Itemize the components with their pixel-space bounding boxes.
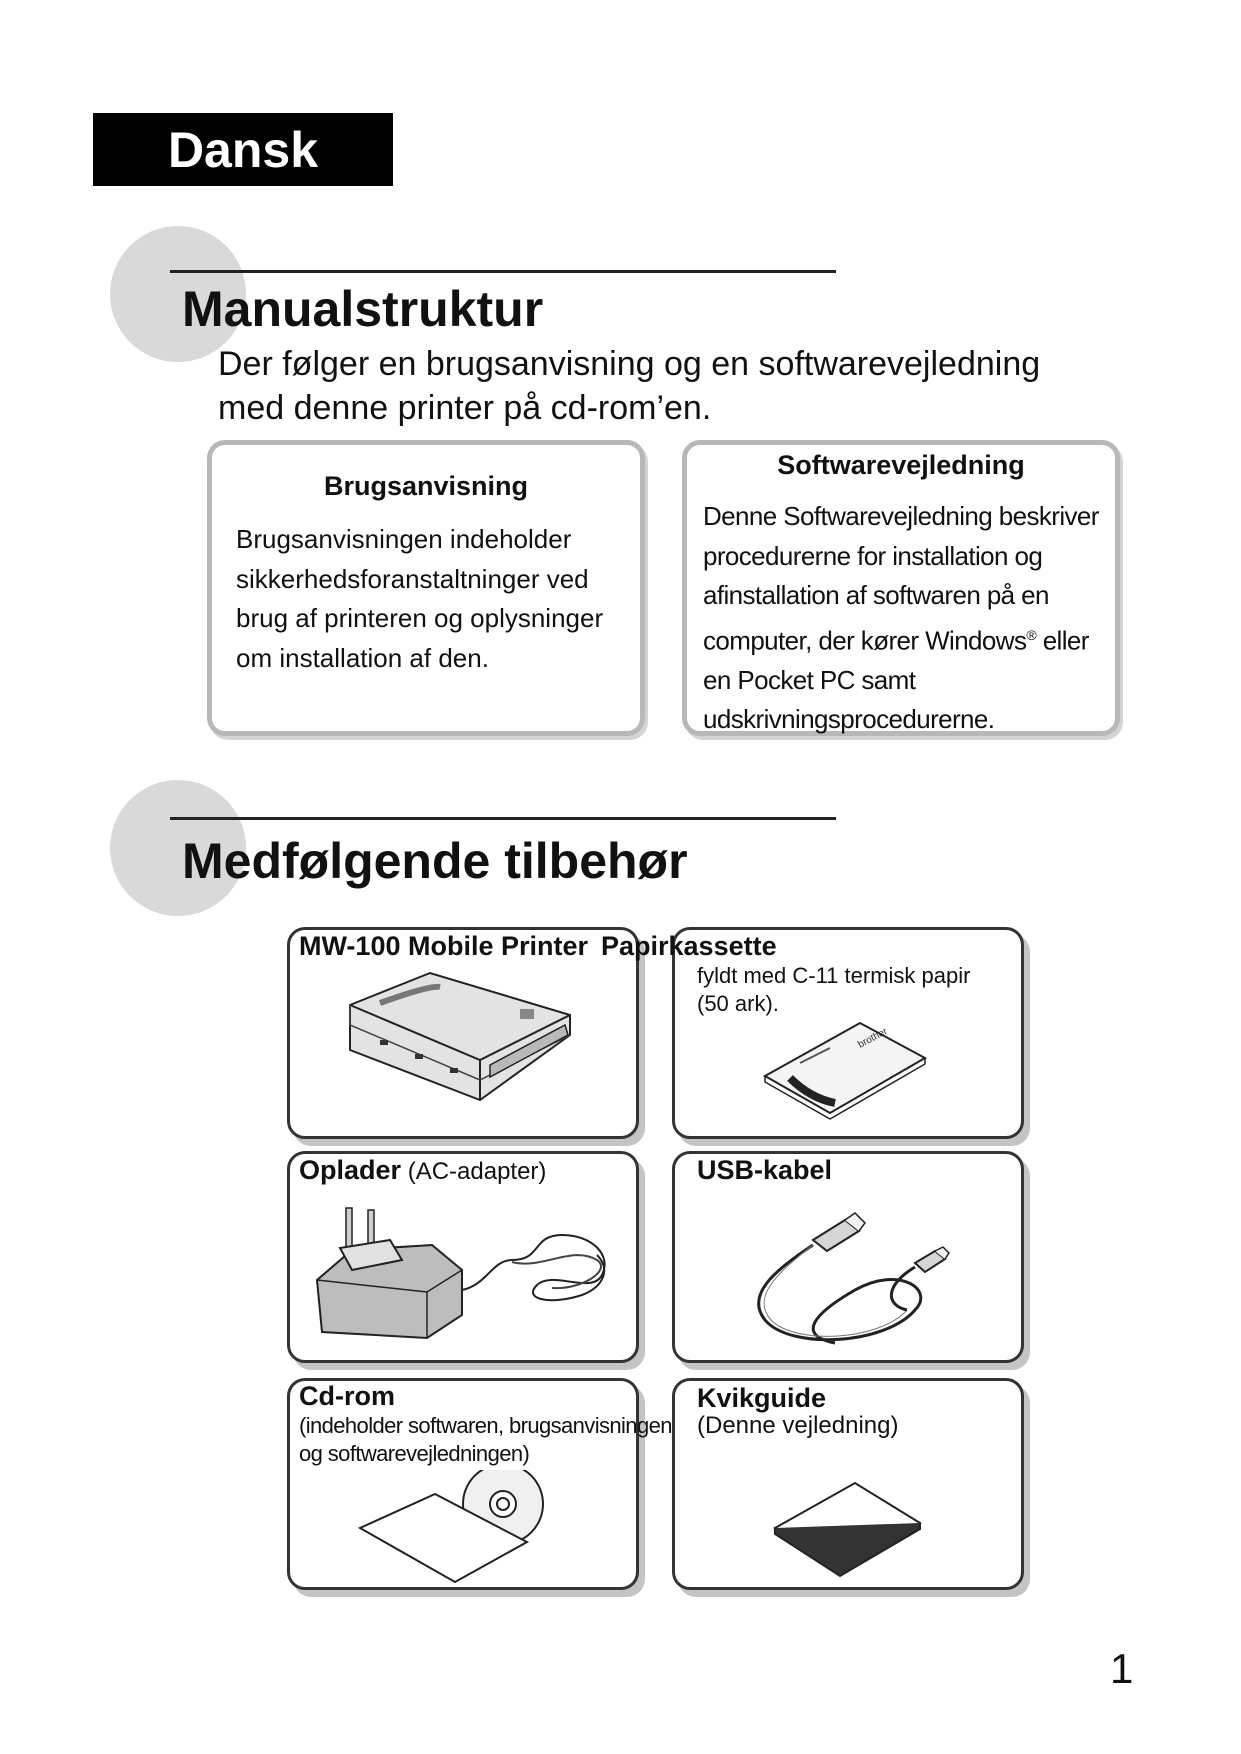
intro-line: med denne printer på cd-rom’en. bbox=[218, 389, 712, 427]
text-line: en Pocket PC samt bbox=[703, 664, 916, 695]
section-rule bbox=[170, 817, 836, 820]
cd-rom-note bbox=[299, 1412, 672, 1468]
registered-mark: ® bbox=[1026, 626, 1037, 643]
cd-rom-illustration bbox=[355, 1470, 555, 1585]
text-line: afinstallation af softwaren på en bbox=[703, 580, 1049, 610]
text-line: Denne Softwarevejledning beskriver bbox=[703, 501, 1099, 531]
section-rule bbox=[170, 270, 836, 273]
cd-rom-label: Cd-rom bbox=[299, 1381, 395, 1411]
user-guide-box bbox=[207, 440, 645, 736]
text-line: (50 ark). bbox=[697, 991, 779, 1016]
quick-guide-note bbox=[697, 1412, 898, 1440]
printer-illustration bbox=[340, 965, 580, 1125]
svg-text:brother: brother bbox=[856, 1026, 890, 1051]
language-tab-label: Dansk bbox=[167, 121, 319, 178]
text-span: computer, der kører Windows bbox=[703, 625, 1027, 656]
charger-illustration bbox=[312, 1200, 617, 1340]
charger-label-main: Oplader bbox=[299, 1155, 402, 1185]
section-title-accessories: Medfølgende tilbehør bbox=[182, 833, 688, 889]
language-tab bbox=[93, 113, 393, 186]
usb-cable-illustration bbox=[735, 1195, 965, 1355]
text-span: eller bbox=[1036, 625, 1089, 656]
text-line: og softwarevejledningen) bbox=[299, 1441, 530, 1466]
text-line: fyldt med C-11 termisk papir bbox=[697, 963, 971, 988]
paper-cassette-label: Papirkassette bbox=[601, 931, 777, 961]
user-guide-description bbox=[236, 520, 603, 678]
charger-label bbox=[299, 1155, 546, 1186]
text-line: Brugsanvisningen indeholder bbox=[236, 524, 572, 554]
quick-guide-illustration bbox=[770, 1478, 930, 1578]
paper-cassette-note bbox=[697, 962, 970, 1018]
user-guide-title: Brugsanvisning bbox=[323, 471, 529, 501]
quick-guide-label: Kvikguide bbox=[697, 1383, 827, 1413]
paper-cassette-illustration bbox=[760, 1018, 930, 1128]
text-line: brug af printeren og oplysninger bbox=[236, 603, 604, 633]
usb-cable-label: USB-kabel bbox=[697, 1155, 833, 1185]
text-line bbox=[703, 616, 1099, 661]
section-intro bbox=[218, 342, 1148, 430]
text-line: sikkerhedsforanstaltninger ved bbox=[236, 563, 589, 594]
text-line: (indeholder softwaren, brugsanvisningen bbox=[299, 1413, 672, 1438]
charger-label-sub: (AC-adapter) bbox=[401, 1158, 547, 1185]
software-guide-description bbox=[703, 497, 1099, 740]
printer-label: MW-100 Mobile Printer bbox=[299, 931, 588, 961]
software-guide-box bbox=[682, 440, 1120, 736]
section-title-manual-structure: Manualstruktur bbox=[182, 281, 544, 337]
text-line: udskrivningsprocedurerne. bbox=[703, 704, 995, 735]
intro-line: Der følger en brugsanvisning og en softwarevejledning bbox=[218, 345, 1041, 383]
text-line: (Denne vejledning) bbox=[697, 1412, 899, 1439]
text-line: om installation af den. bbox=[236, 642, 489, 673]
page-number: 1 bbox=[1110, 1645, 1134, 1692]
text-line: procedurerne for installation og bbox=[703, 540, 1043, 571]
software-guide-title: Softwarevejledning bbox=[777, 450, 1025, 480]
